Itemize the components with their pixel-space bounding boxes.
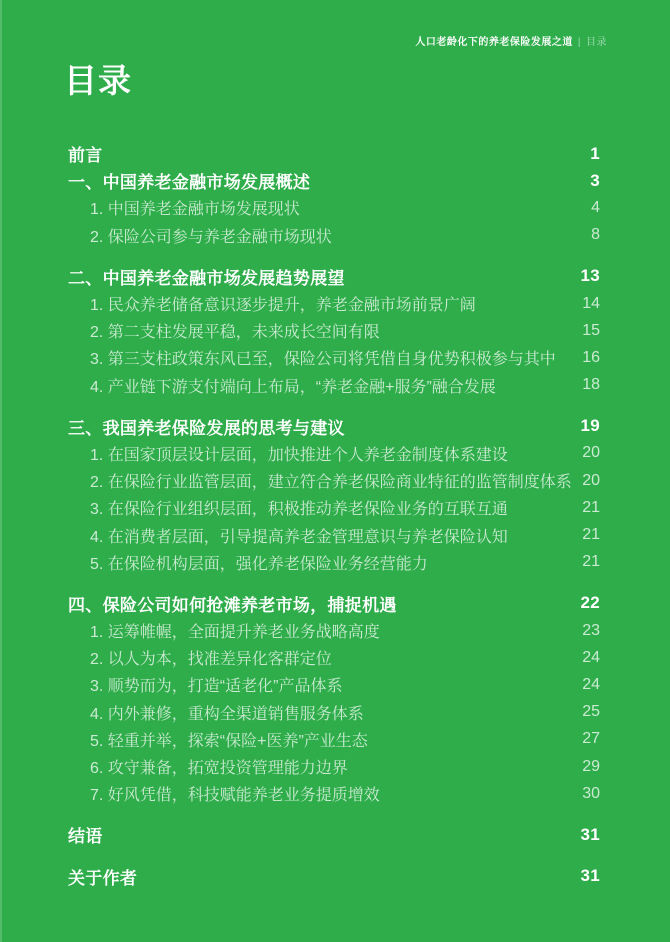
toc-item-page-number: 31 [580,824,600,844]
page-title: 目录 [64,62,132,99]
toc-item-label: 3. 顺势而为，打造“适老化”产品体系 [90,678,343,696]
toc-subitem [68,521,600,548]
toc-subitem [68,494,600,521]
toc-item-page-number: 21 [582,498,600,516]
toc-item-page-number: 31 [580,866,600,886]
toc-item [68,590,600,617]
toc-item-page-number: 21 [582,526,600,544]
toc-subitem [68,699,600,726]
toc-item-page-number: 14 [582,294,600,312]
toc-item-label: 1. 中国养老金融市场发展现状 [90,201,300,219]
toc-item-page-number: 1 [590,143,600,163]
toc-item-page-number: 29 [582,757,600,775]
toc-list [68,140,600,890]
header-document-title: 人口老龄化下的养老保险发展之道 [415,37,573,48]
toc-item-label: 前言 [68,146,103,166]
toc-item-label: 2. 在保险行业监管层面，建立符合养老保险商业特征的监管制度体系 [90,474,572,492]
toc-subitem [68,671,600,698]
toc-item-page-number: 27 [582,730,600,748]
header-section-label: 目录 [586,37,607,48]
toc-subitem [68,372,600,399]
toc-item-label: 4. 内外兼修，重构全渠道销售服务体系 [90,705,364,723]
toc-item-page-number: 30 [582,784,600,802]
toc-item-label: 二、中国养老金融市场发展趋势展望 [68,268,345,288]
toc-subitem [68,726,600,753]
toc-subitem [68,222,600,249]
toc-item-page-number: 23 [582,621,600,639]
toc-item-page-number: 20 [582,444,600,462]
toc-item-label: 三、我国养老保险发展的思考与建议 [68,418,345,438]
toc-item-page-number: 25 [582,703,600,721]
toc-item-page-number: 13 [580,266,600,286]
toc-item-page-number: 4 [591,198,600,216]
page-header [415,37,607,49]
toc-item-page-number: 16 [582,348,600,366]
toc-item-page-number: 20 [582,471,600,489]
header-separator: | [577,37,581,48]
toc-item-label: 7. 好风凭借，科技赋能养老业务提质增效 [90,787,380,805]
toc-item-label: 4. 产业链下游支付端向上布局，“养老金融+服务”融合发展 [90,378,496,396]
toc-subitem [68,344,600,371]
toc-subitem [68,467,600,494]
toc-item-label: 4. 在消费者层面，引导提高养老金管理意识与养老保险认知 [90,528,508,546]
toc-item-page-number: 21 [582,553,600,571]
toc-subitem [68,194,600,221]
toc-item [68,263,600,290]
toc-item-label: 5. 轻重并举，探索“保险+医养”产业生态 [90,732,368,750]
toc-item-page-number: 19 [580,416,600,436]
toc-item-page-number: 22 [580,593,600,613]
toc-item-page-number: 18 [582,376,600,394]
toc-subitem [68,290,600,317]
toc-item-label: 1. 运筹帷幄，全面提升养老业务战略高度 [90,624,380,642]
toc-item-label: 四、保险公司如何抢滩养老市场，捕捉机遇 [68,595,397,615]
toc-item-label: 2. 保险公司参与养老金融市场现状 [90,228,332,246]
toc-item-label: 2. 第二支柱发展平稳，未来成长空间有限 [90,324,380,342]
toc-item-label: 3. 在保险行业组织层面，积极推动养老保险业务的互联互通 [90,501,508,519]
toc-subitem [68,644,600,671]
toc-subitem [68,317,600,344]
toc-item-page-number: 3 [590,170,600,190]
toc-item-label: 5. 在保险机构层面，强化养老保险业务经营能力 [90,555,428,573]
toc-item-page-number: 24 [582,675,600,693]
toc-item-label: 1. 在国家顶层设计层面，加快推进个人养老金制度体系建设 [90,446,508,464]
toc-item-label: 3. 第三支柱政策东风已至，保险公司将凭借自身优势积极参与其中 [90,351,556,369]
toc-item-label: 6. 攻守兼备，拓宽投资管理能力边界 [90,760,348,778]
toc-subitem [68,440,600,467]
toc-item-label: 1. 民众养老储备意识逐步提升，养老金融市场前景广阔 [90,297,476,315]
toc-item [68,863,600,890]
toc-subitem [68,780,600,807]
toc-subitem [68,753,600,780]
toc-item [68,167,600,194]
toc-item [68,413,600,440]
toc-item-label: 一、中国养老金融市场发展概述 [68,173,311,193]
toc-subitem [68,549,600,576]
toc-subitem [68,617,600,644]
toc-item [68,821,600,848]
toc-item [68,140,600,167]
toc-item-label: 2. 以人为本，找准差异化客群定位 [90,651,332,669]
toc-item-page-number: 8 [591,226,600,244]
toc-item-page-number: 15 [582,321,600,339]
toc-item-label: 结语 [68,827,103,847]
toc-item-label: 关于作者 [68,868,138,888]
toc-item-page-number: 24 [582,648,600,666]
